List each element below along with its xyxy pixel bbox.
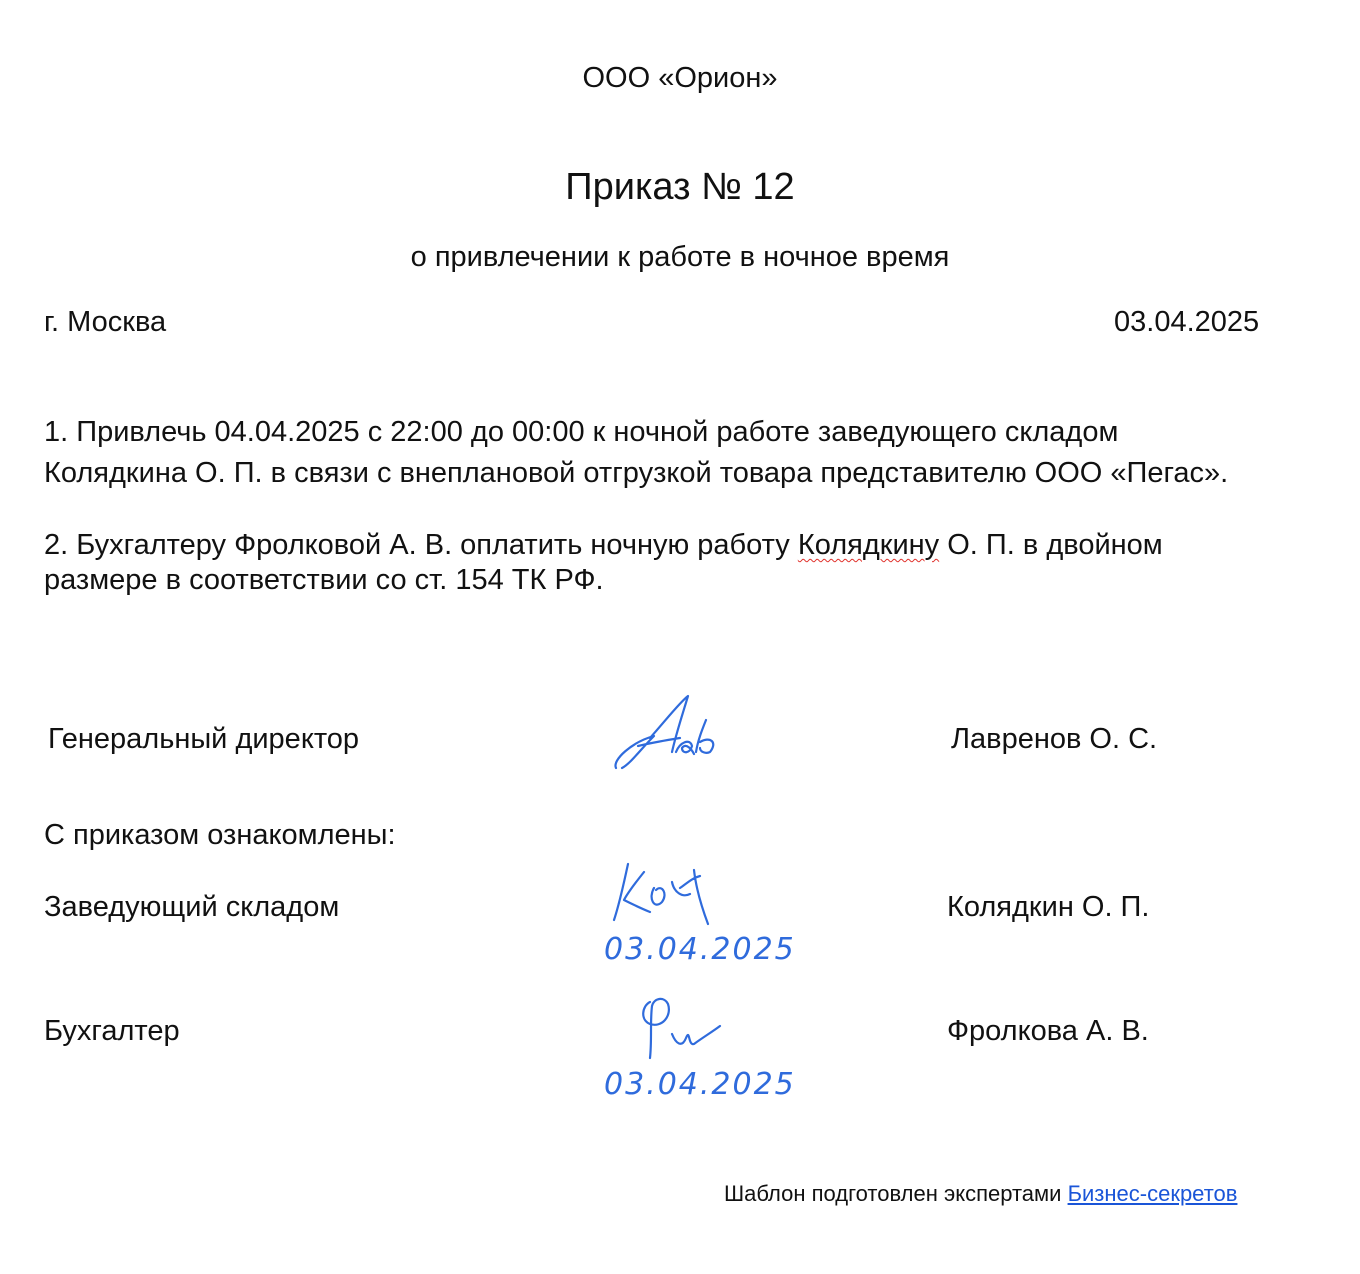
storekeeper-name: Колядкин О. П. bbox=[947, 891, 1150, 923]
paragraph-2-text-before: 2. Бухгалтеру Фролковой А. В. оплатить ночную работу bbox=[44, 529, 798, 561]
storekeeper-title: Заведующий складом bbox=[44, 891, 340, 923]
paragraph-2-text-after: О. П. в двойном bbox=[939, 529, 1163, 561]
paragraph-2-line-2: размере в соответствии со ст. 154 ТК РФ. bbox=[44, 564, 604, 596]
director-name: Лавренов О. С. bbox=[951, 723, 1158, 755]
business-secrets-link[interactable]: Бизнес-секретов bbox=[1067, 1181, 1238, 1206]
acknowledgement-label: С приказом ознакомлены: bbox=[44, 819, 396, 851]
accountant-title: Бухгалтер bbox=[44, 1015, 180, 1047]
paragraph-2-line-1 bbox=[44, 529, 1163, 562]
order-city: г. Москва bbox=[44, 306, 167, 338]
template-credit bbox=[724, 1181, 1237, 1207]
accountant-signature-date: 03.04.2025 bbox=[604, 1067, 796, 1102]
template-credit-text: Шаблон подготовлен экспертами bbox=[724, 1181, 1068, 1206]
order-date: 03.04.2025 bbox=[1114, 306, 1260, 338]
spellcheck-flagged-word[interactable]: Колядкину bbox=[797, 529, 940, 561]
order-title: Приказ № 12 bbox=[565, 166, 795, 208]
storekeeper-signature bbox=[610, 858, 730, 938]
director-signature bbox=[610, 690, 730, 780]
paragraph-1-line-2: Колядкина О. П. в связи с внеплановой отгрузкой товара представителю ООО «Пегас». bbox=[44, 457, 1229, 489]
company-name: ООО «Орион» bbox=[582, 62, 778, 94]
accountant-name: Фролкова А. В. bbox=[947, 1015, 1149, 1047]
storekeeper-signature-date: 03.04.2025 bbox=[604, 932, 796, 967]
director-title: Генеральный директор bbox=[48, 723, 360, 755]
accountant-signature bbox=[628, 992, 728, 1062]
paragraph-1-line-1: 1. Привлечь 04.04.2025 с 22:00 до 00:00 к ночной работе заведующего складом bbox=[44, 416, 1119, 448]
order-subtitle: о привлечении к работе в ночное время bbox=[410, 241, 950, 273]
